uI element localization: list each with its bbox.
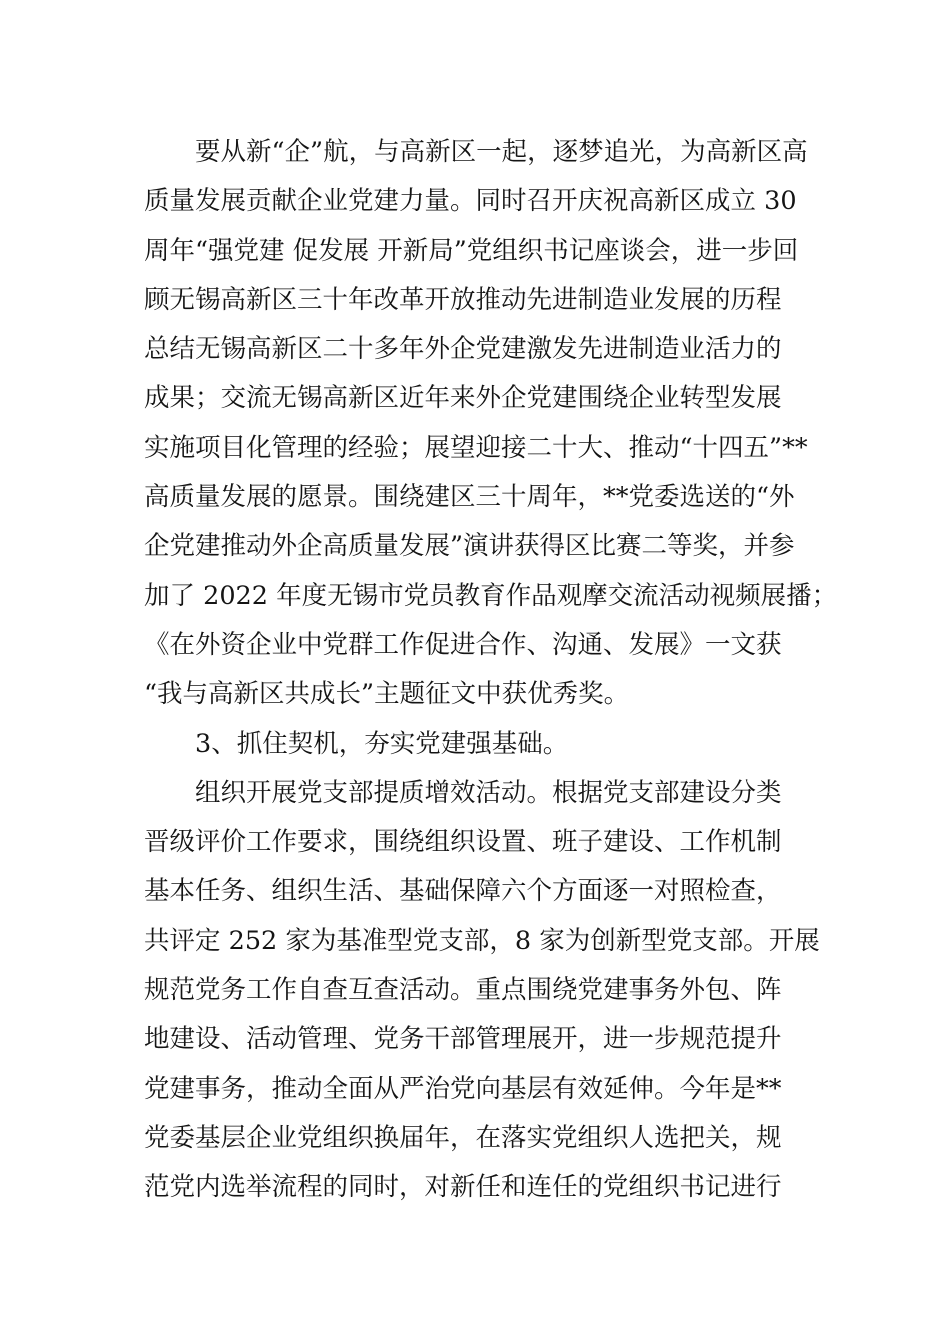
- text-line: 规范党务工作自查互查活动。重点围绕党建事务外包、阵: [144, 975, 782, 1006]
- text-line: 党委基层企业党组织换届年，在落实党组织人选把关，规: [144, 1122, 782, 1153]
- text-line: 企党建推动外企高质量发展”演讲获得区比赛二等奖，并参: [144, 531, 795, 562]
- text-line: 基本任务、组织生活、基础保障六个方面逐一对照检查，: [144, 876, 782, 907]
- text-line: 党建事务，推动全面从严治党向基层有效延伸。今年是**: [144, 1073, 782, 1104]
- section-heading: 3、抓住契机，夯实党建强基础。: [144, 728, 569, 759]
- text-line: 质量发展贡献企业党建力量。同时召开庆祝高新区成立 30: [144, 186, 797, 217]
- text-line: 周年“强党建 促发展 开新局”党组织书记座谈会，进一步回: [144, 235, 799, 266]
- text-line: 地建设、活动管理、党务干部管理展开，进一步规范提升: [144, 1024, 782, 1055]
- text-line: 总结无锡高新区二十多年外企党建激发先进制造业活力的: [144, 334, 782, 365]
- text-line: 范党内选举流程的同时，对新任和连任的党组织书记进行: [144, 1172, 782, 1203]
- text-line: “我与高新区共成长”主题征文中获优秀奖。: [144, 679, 630, 710]
- text-line: 晋级评价工作要求，围绕组织设置、班子建设、工作机制: [144, 827, 782, 858]
- document-body: [144, 128, 838, 1213]
- text-line: 高质量发展的愿景。围绕建区三十周年，**党委选送的“外: [144, 482, 795, 513]
- text-line: 顾无锡高新区三十年改革开放推动先进制造业发展的历程: [144, 284, 782, 315]
- text-line: 要从新“企”航，与高新区一起，逐梦追光，为高新区高: [144, 137, 808, 167]
- text-line: 《在外资企业中党群工作促进合作、沟通、发展》一文获: [144, 629, 782, 660]
- text-line: 加了 2022 年度无锡市党员教育作品观摩交流活动视频展播；: [144, 580, 838, 611]
- text-line: 共评定 252 家为基准型党支部，8 家为创新型党支部。开展: [144, 925, 820, 956]
- text-line: 组织开展党支部提质增效活动。根据党支部建设分类: [144, 777, 782, 808]
- text-line: 实施项目化管理的经验；展望迎接二十大、推动“十四五”**: [144, 432, 808, 463]
- text-line: 成果；交流无锡高新区近年来外企党建围绕企业转型发展: [144, 383, 782, 414]
